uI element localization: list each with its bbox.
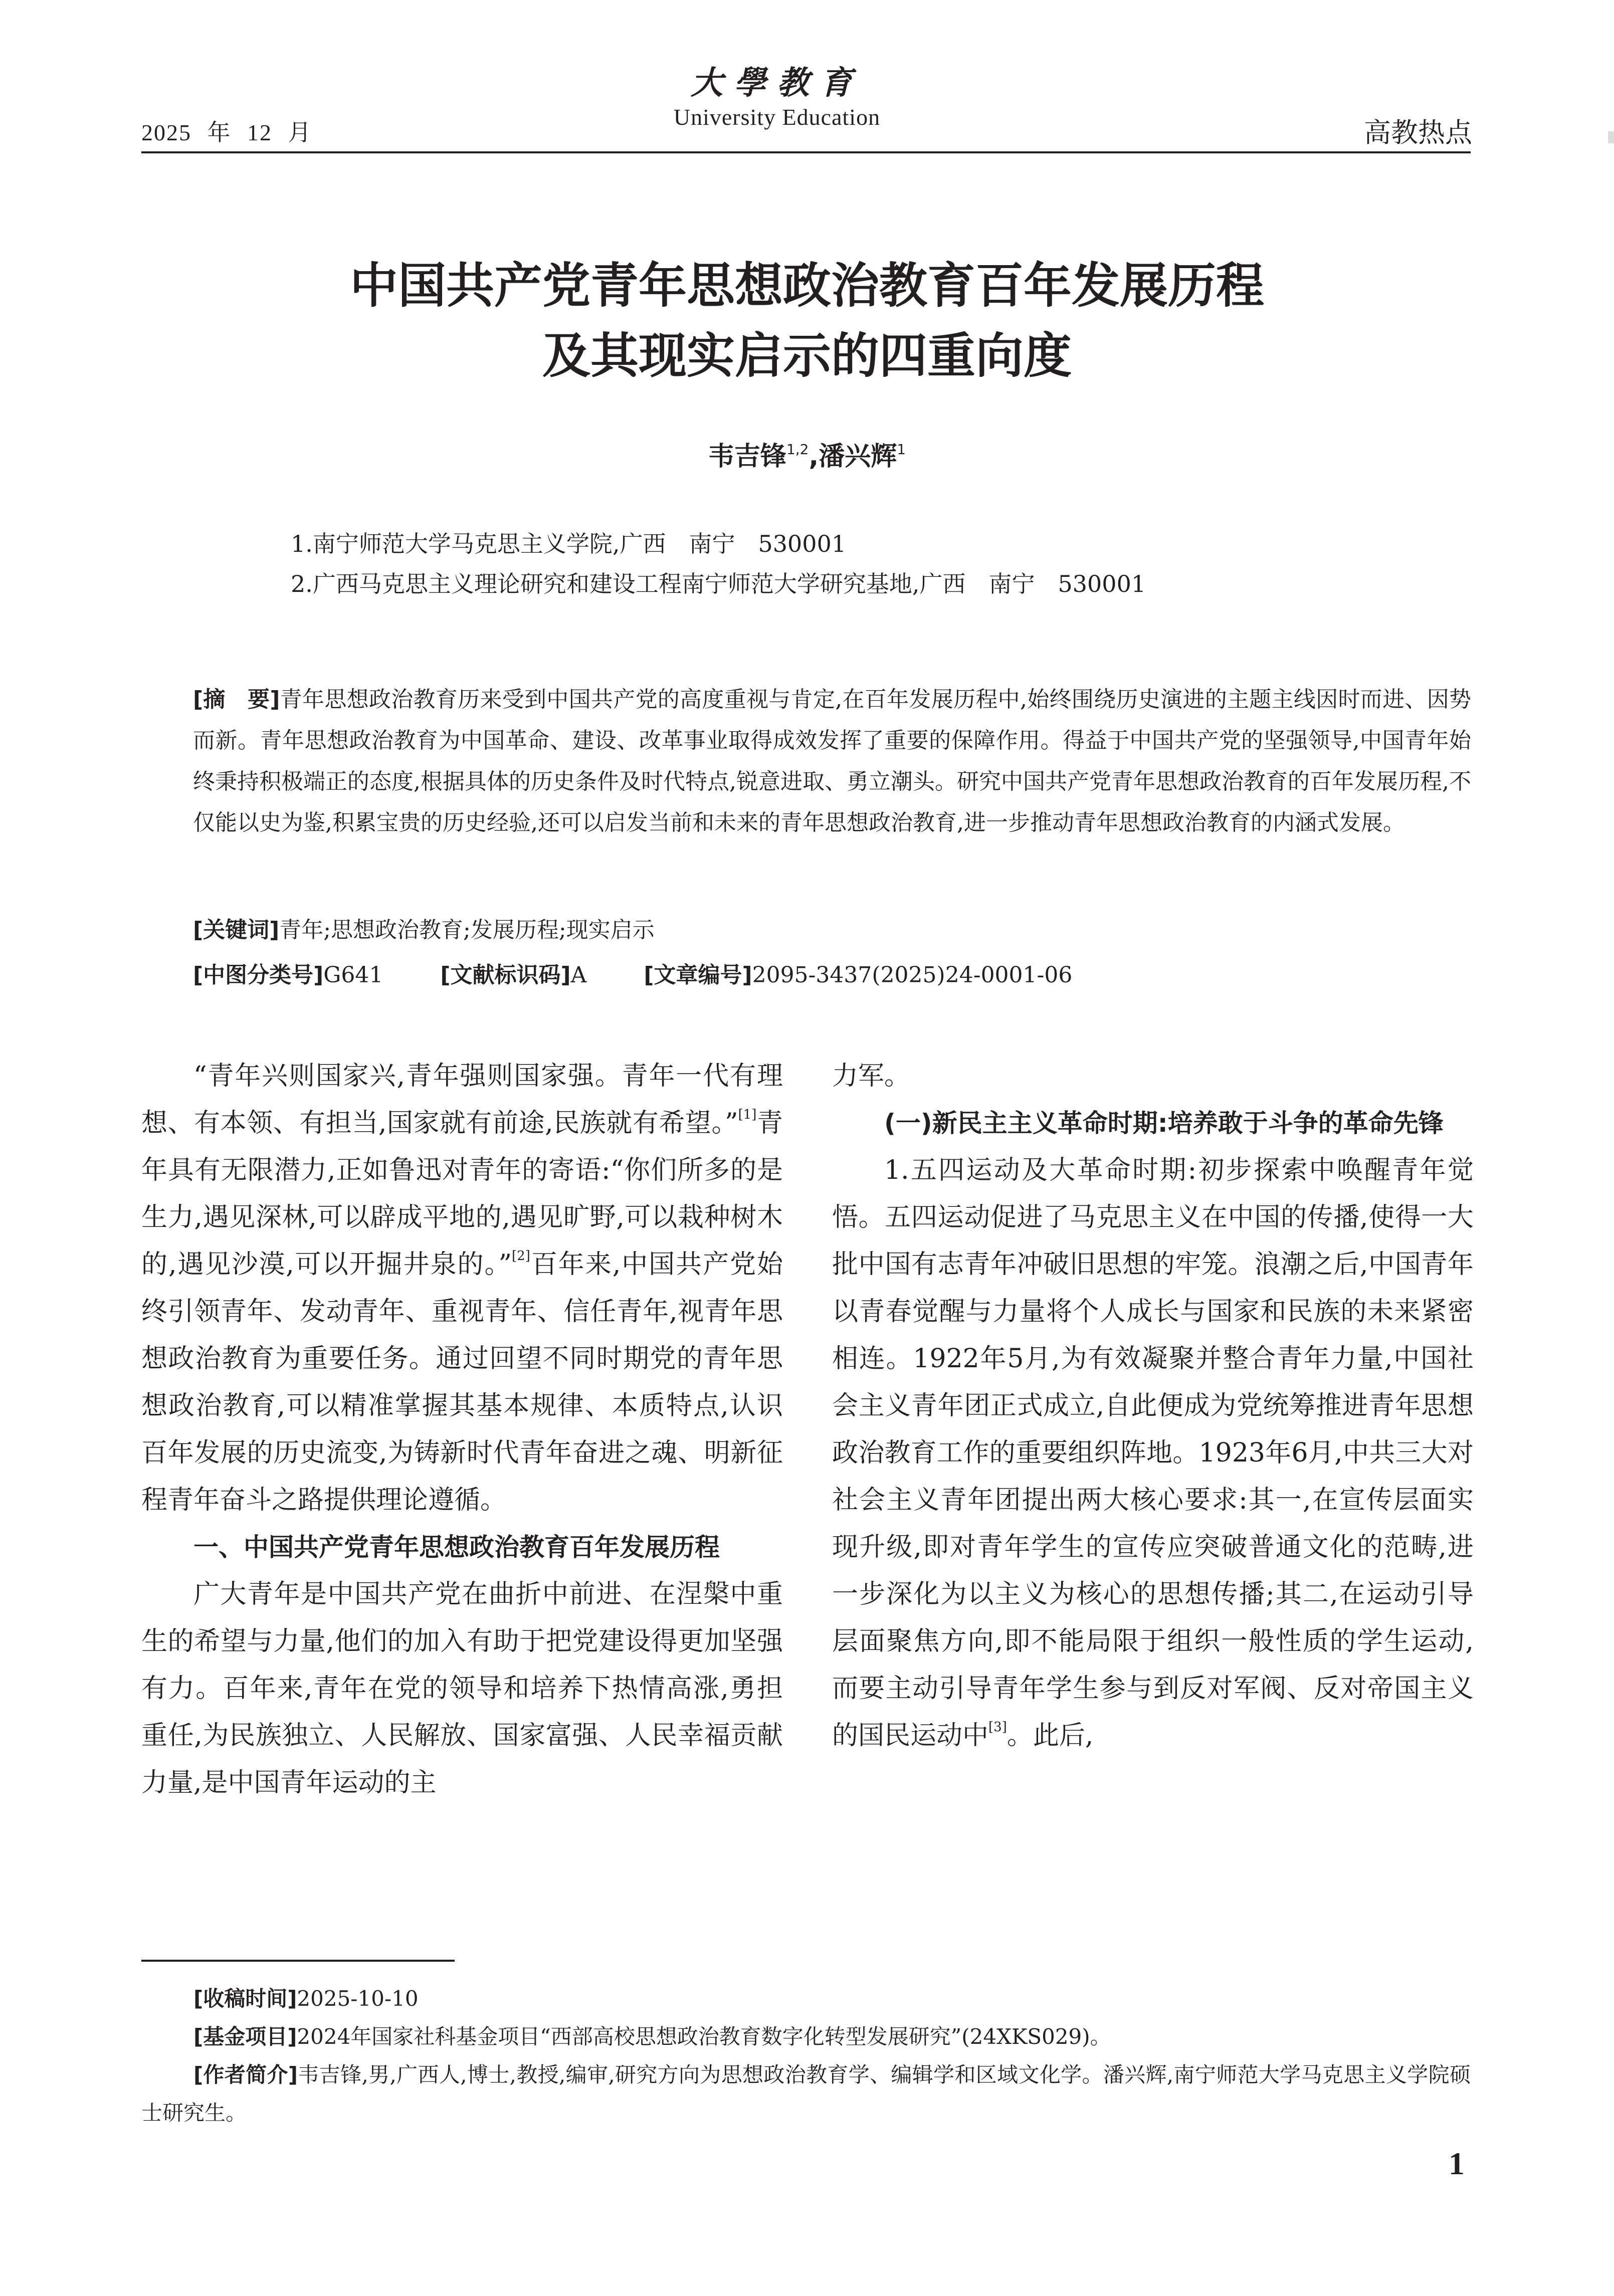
author-affil-ref: 1 — [897, 441, 906, 458]
bio-text: 韦吉锋,男,广西人,博士,教授,编审,研究方向为思想政治教育学、编辑学和区域文化学。潘兴辉,南宁师范大学马克思主义学院硕士研究生。 — [141, 2062, 1471, 2125]
author-name: 潘兴辉 — [819, 442, 897, 472]
footnote-rule — [141, 1960, 455, 1962]
keywords-text: 青年;思想政治教育;发展历程;现实启示 — [279, 917, 655, 943]
keywords-label: [关键词] — [193, 917, 280, 943]
footnote-received — [141, 1980, 1471, 2018]
article-title — [150, 251, 1464, 391]
keywords — [193, 910, 655, 951]
affiliations — [291, 524, 1146, 604]
journal-name-en: University Education — [673, 104, 881, 130]
title-line-2: 及其现实启示的四重向度 — [542, 328, 1072, 384]
received-label: [收稿时间] — [193, 1986, 297, 2011]
title-line-1: 中国共产党青年思想政治教育百年发展历程 — [350, 258, 1264, 314]
affiliation-2: 2.广西马克思主义理论研究和建设工程南宁师范大学研究基地,广西 南宁 530001 — [291, 570, 1146, 597]
fund-label: [基金项目] — [193, 2024, 297, 2049]
citation-3[interactable]: [3] — [988, 1720, 1007, 1735]
journal-name-cn: 大學教育 — [691, 64, 863, 102]
footnote-bio — [141, 2056, 1471, 2132]
doc-code-value: A — [570, 962, 587, 988]
article-no-value: 2095-3437(2025)24-0001-06 — [752, 962, 1073, 988]
footnotes — [141, 1980, 1471, 2132]
body-text: “青年兴则国家兴,青年强则国家强。青年一代有理想、有本领、有担当,国家就有前途,民族就有希望。” — [141, 1061, 783, 1138]
author-list — [150, 435, 1464, 473]
abstract — [193, 679, 1471, 844]
abstract-text: 青年思想政治教育历来受到中国共产党的高度重视与肯定,在百年发展历程中,始终围绕历史演进的主题主线因时而进、因势而新。青年思想政治教育为中国革命、建设、改革事业取得成效发挥了重要的保障作用。得益于中国共产党的坚强领导,中国青年始终秉持积极端正的态度,根据具体的历史条件及时代特点,锐意进取、勇立潮头。研究中国共产党青年思想政治教育的百年发展历程,不仅能以史为鉴,积累宝贵的历史经验,还可以启发当前和未来的青年思想政治教育,进一步推动青年思想政治教育的内涵式发展。 — [193, 687, 1472, 836]
body-column-right — [832, 1053, 1474, 1759]
citation-2[interactable]: [2] — [512, 1248, 530, 1264]
body-text: 青年具有无限潜力,正如鲁迅对青年的寄语:“你们所多的是生力,遇见深林,可以辟成平地的,遇见旷野,可以栽种树木的,遇见沙漠,可以开掘井泉的。” — [141, 1108, 783, 1280]
received-date: 2025-10-10 — [297, 1986, 419, 2011]
clc-value: G641 — [323, 962, 383, 988]
article-metadata — [193, 955, 1072, 996]
body-paragraph: 广大青年是中国共产党在曲折中前进、在涅槃中重生的希望与力量,他们的加入有助于把党建设得更加坚强有力。百年来,青年在党的领导和培养下热情高涨,勇担重任,为民族独立、人民解放、国家富强、人民幸福贡献力量,是中国青年运动的主 — [141, 1579, 783, 1798]
article-no-label: [文章编号] — [644, 962, 752, 988]
body-column-left — [141, 1053, 783, 1806]
column-name: 高教热点 — [1364, 117, 1472, 148]
header-rule — [141, 151, 1471, 153]
footnote-fund — [141, 2018, 1471, 2056]
body-text: 。此后, — [1006, 1721, 1094, 1751]
page-edge-mark — [1608, 131, 1614, 143]
section-heading-1: 一、中国共产党青年思想政治教育百年发展历程 — [193, 1533, 720, 1562]
body-text: 1.五四运动及大革命时期:初步探索中唤醒青年觉悟。五四运动促进了马克思主义在中国的传播,使得一大批中国有志青年冲破旧思想的牢笼。浪潮之后,中国青年以青春觉醒与力量将个人成长与国家和民族的未来紧密相连。1922年5月,为有效凝聚并整合青年力量,中国社会主义青年团正式成立,自此便成为党统筹推进青年思想政治教育工作的重要组织阵地。1923年6月,中共三大对社会主义青年团提出两大核心要求:其一,在宣传层面实现升级,即对青年学生的宣传应突破普通文化的范畴,进一步深化为以主义为核心的思想传播;其二,在运动引导层面聚焦方向,即不能局限于组织一般性质的学生运动,而要主动引导青年学生参与到反对军阀、反对帝国主义的国民运动中 — [832, 1155, 1474, 1751]
fund-text: 2024年国家社科基金项目“西部高校思想政治教育数字化转型发展研究”(24XKS029)。 — [297, 2024, 1111, 2049]
journal-logo — [627, 64, 927, 132]
abstract-label: [摘 要] — [193, 687, 280, 712]
body-paragraph — [141, 1053, 783, 1524]
doc-code-label: [文献标识码] — [440, 962, 571, 988]
author-name: 韦吉锋 — [708, 442, 786, 472]
subsection-heading-1: (一)新民主主义革命时期:培养敢于斗争的革命先锋 — [884, 1109, 1444, 1138]
author-separator: , — [809, 442, 819, 472]
body-text: 百年来,中国共产党始终引领青年、发动青年、重视青年、信任青年,视青年思想政治教育为重要任务。通过回望不同时期党的青年思想政治教育,可以精准掌握其基本规律、本质特点,认识百年发展的历史流变,为铸新时代青年奋进之魂、明新征程青年奋斗之路提供理论遵循。 — [141, 1249, 783, 1515]
affiliation-1: 1.南宁师范大学马克思主义学院,广西 南宁 530001 — [291, 530, 847, 557]
bio-label: [作者简介] — [193, 2062, 298, 2087]
citation-1[interactable]: [1] — [738, 1107, 757, 1122]
issue-date: 2025 年 12 月 — [141, 120, 312, 145]
body-paragraph — [832, 1147, 1474, 1759]
page-number: 1 — [1449, 2146, 1465, 2181]
clc-label: [中图分类号] — [193, 962, 324, 988]
body-paragraph-continued: 力军。 — [832, 1061, 911, 1091]
author-affil-ref: 1,2 — [786, 441, 809, 458]
